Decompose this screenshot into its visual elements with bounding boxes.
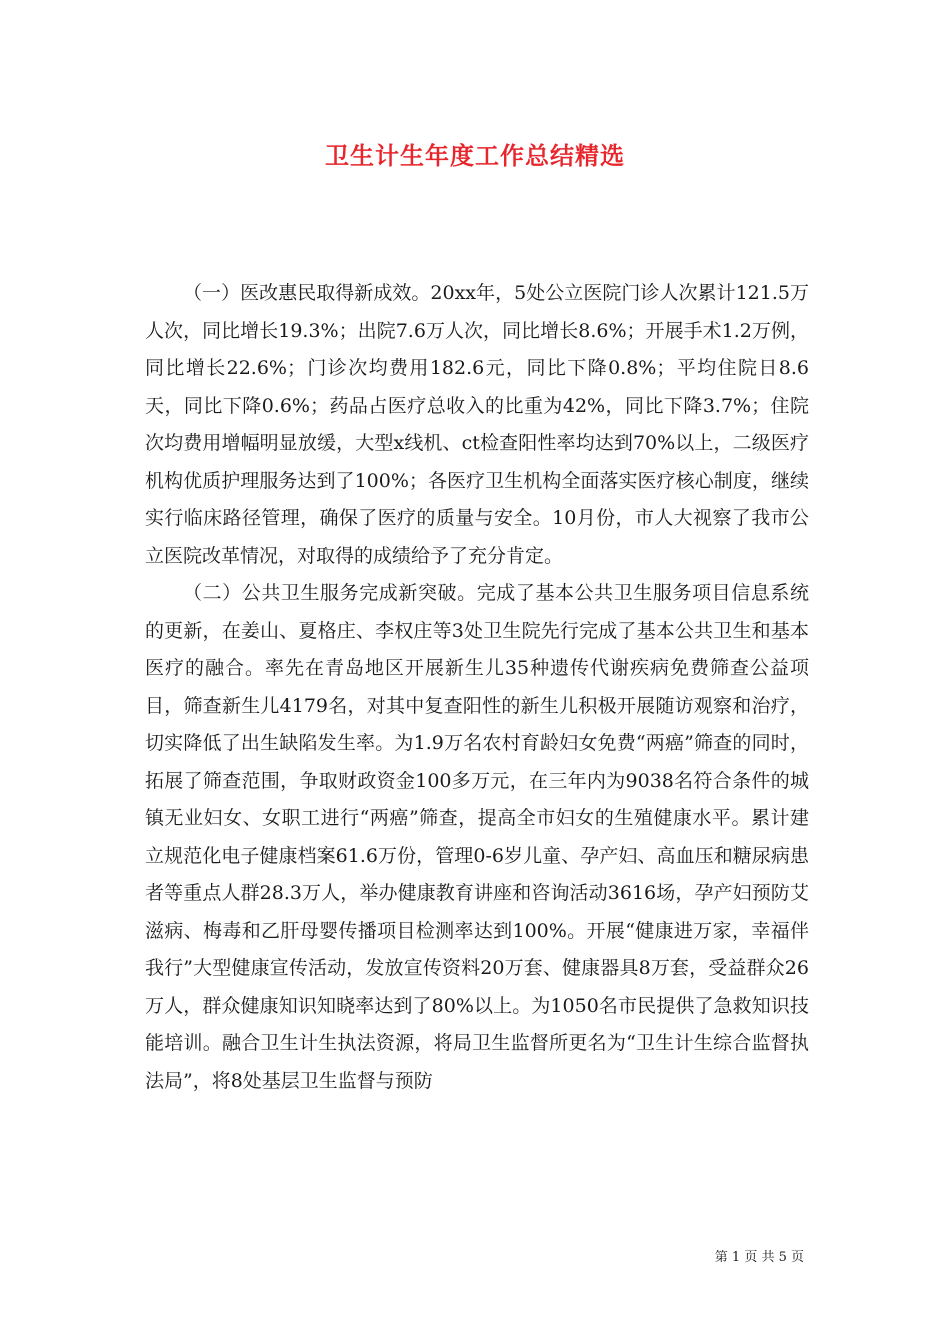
document-title: 卫生计生年度工作总结精选 — [325, 141, 625, 170]
paragraph-1: （一）医改惠民取得新成效。20xx年，5处公立医院门诊人次累计121.5万人次，同比增长19.3%；出院7.6万人次，同比增长8.6%；开展手术1.2万例，同比增长22.6%；门诊次均费用182.6元，同比下降0.8%；平均住院日8.6天，同比下降0.6%；药品占医疗总收入的比重为42%，同比下降3.7%；住院次均费用增幅明显放缓，大型x线机、ct检查阳性率均达到70%以上，二级医疗机构优质护理服务达到了100%；各医疗卫生机构全面落实医疗核心制度，继续实行临床路径管理，确保了医疗的质量与安全。10月份，市人大视察了我市公立医院改革情况，对取得的成绩给予了充分肯定。 — [145, 282, 809, 567]
page-number-footer: 第 1 页 共 5 页 — [714, 1250, 804, 1265]
paragraph-2: （二）公共卫生服务完成新突破。完成了基本公共卫生服务项目信息系统的更新，在姜山、夏格庄、李权庄等3处卫生院先行完成了基本公共卫生和基本医疗的融合。率先在青岛地区开展新生儿35种遗传代谢疾病免费筛查公益项目，筛查新生儿4179名，对其中复查阳性的新生儿积极开展随访观察和治疗，切实降低了出生缺陷发生率。为1.9万名农村育龄妇女免费“两癌”筛查的同时，拓展了筛查范围，争取财政资金100多万元，在三年内为9038名符合条件的城镇无业妇女、女职工进行“两癌”筛查，提高全市妇女的生殖健康水平。累计建立规范化电子健康档案61.6万份，管理0-6岁儿童、孕产妇、高血压和糖尿病患者等重点人群28.3万人，举办健康教育讲座和咨询活动3616场，孕产妇预防艾滋病、梅毒和乙肝母婴传播项目检测率达到100%。开展“健康进万家，幸福伴我行”大型健康宣传活动，发放宣传资料20万套、健康器具8万套，受益群众26万人，群众健康知识知晓率达到了80%以上。为1050名市民提供了急救知识技能培训。融合卫生计生执法资源，将局卫生监督所更名为“卫生计生综合监督执法局”，将8处基层卫生监督与预防 — [145, 582, 809, 1092]
document-body — [145, 275, 809, 1100]
